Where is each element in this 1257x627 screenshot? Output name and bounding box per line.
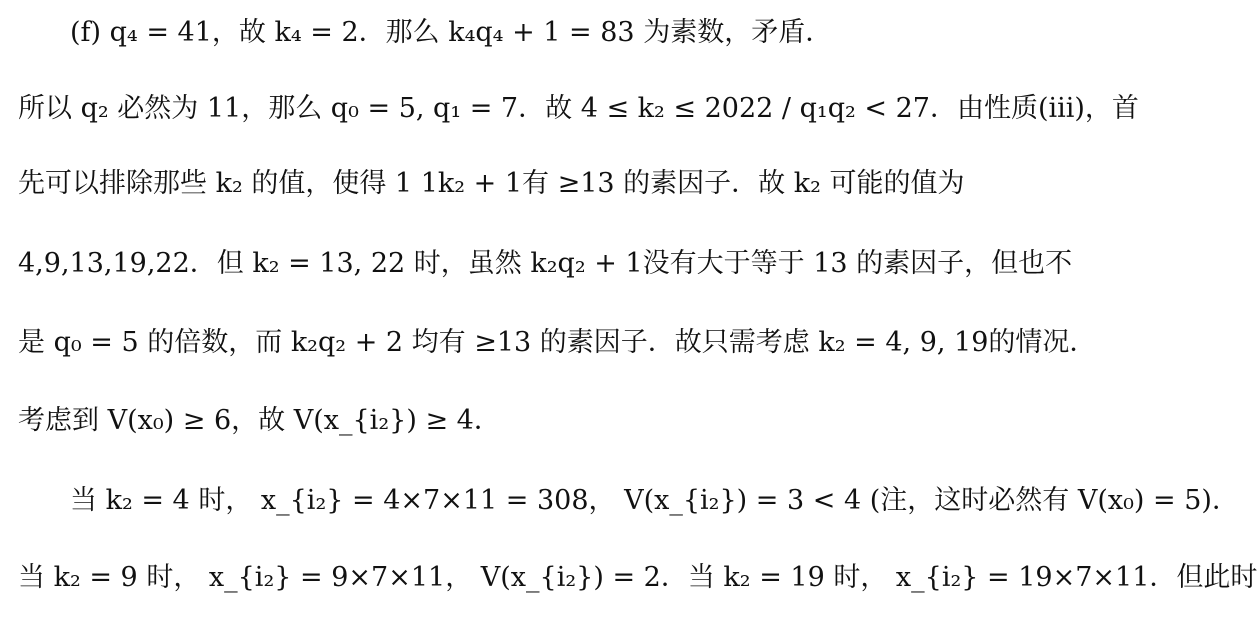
text-line-2: 所以 q₂ 必然为 11，那么 q₀ = 5, q₁ = 7．故 4 ≤ k₂ ≤ 2022 / q₁q₂ < 27．由性质(iii)，首 bbox=[18, 93, 1139, 124]
text-line-3: 先可以排除那些 k₂ 的值，使得 1 1k₂ + 1有 ≥13 的素因子．故 k₂ 可能的值为 bbox=[18, 168, 965, 199]
text-line-5: 是 q₀ = 5 的倍数，而 k₂q₂ + 2 均有 ≥13 的素因子．故只需考虑 k₂ = 4, 9, 19的情况． bbox=[18, 327, 1097, 358]
text-line-7: 当 k₂ = 4 时， x_{i₂} = 4×7×11 = 308， V(x_{i₂}) = 3 < 4 (注，这时必然有 V(x₀) = 5)． bbox=[70, 485, 1239, 516]
text-line-1: (f) q₄ = 41，故 k₄ = 2．那么 k₄q₄ + 1 = 83 为素数，矛盾． bbox=[70, 17, 833, 48]
text-line-6: 考虑到 V(x₀) ≥ 6，故 V(x_{i₂}) ≥ 4． bbox=[18, 405, 501, 436]
text-line-4: 4,9,13,19,22．但 k₂ = 13, 22 时，虽然 k₂q₂ + 1没有大于等于 13 的素因子，但也不 bbox=[18, 248, 1073, 279]
text-line-8: 当 k₂ = 9 时， x_{i₂} = 9×7×11， V(x_{i₂}) = 2．当 k₂ = 19 时， x_{i₂} = 19×7×11．但此时 bbox=[18, 562, 1257, 593]
